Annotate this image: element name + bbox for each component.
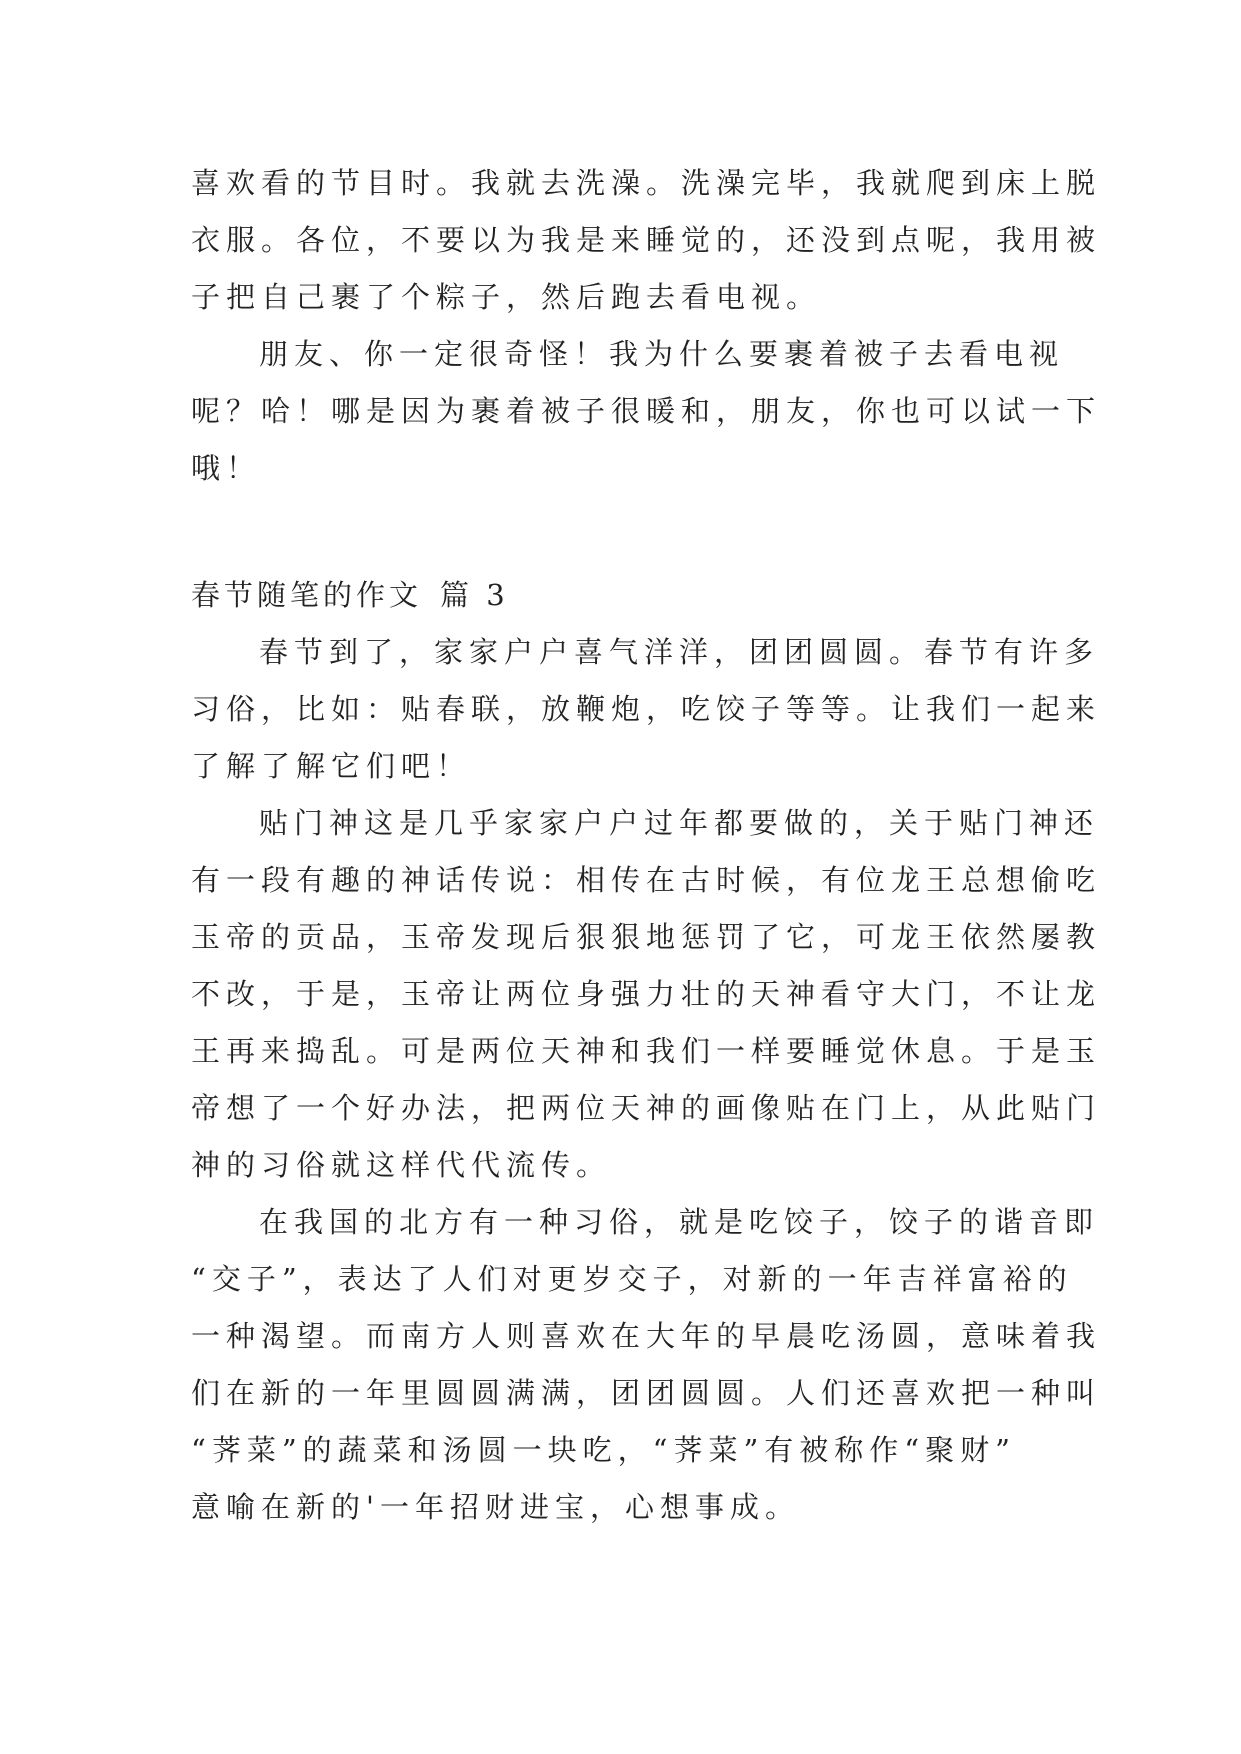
text-line: 一种渴望。而南方人则喜欢在大年的早晨吃汤圆，意味着我 (191, 1319, 1102, 1353)
text-line: 有一段有趣的神话传说：相传在古时候，有位龙王总想偷吃 (191, 863, 1102, 897)
section-text (191, 567, 1102, 1536)
text-line: 呢？哈！哪是因为裹着被子很暖和，朋友，你也可以试一下 (191, 394, 1102, 428)
text-line: 春节到了，家家户户喜气洋洋，团团圆圆。春节有许多 (259, 635, 1100, 669)
section-heading (191, 567, 1051, 624)
text-line: 王再来捣乱。可是两位天神和我们一样要睡觉休息。于是玉 (191, 1034, 1102, 1068)
text-line: 习俗，比如：贴春联，放鞭炮，吃饺子等等。让我们一起来 (191, 692, 1102, 726)
text-line: 子把自己裹了个粽子，然后跑去看电视。 (191, 280, 822, 314)
text-line: 喜欢看的节目时。我就去洗澡。洗澡完毕，我就爬到床上脱 (191, 166, 1102, 200)
paragraph (191, 155, 1102, 326)
previous-section-text (191, 155, 1102, 497)
paragraph (191, 1194, 1102, 1536)
text-line: “荠菜”的蔬菜和汤圆一块吃，“荠菜”有被称作“聚财” (191, 1433, 1016, 1467)
section-title: 春节随笔的作文 (191, 578, 423, 612)
text-line: 神的习俗就这样代代流传。 (191, 1148, 612, 1182)
text-line: “交子”，表达了人们对更岁交子，对新的一年吉祥富裕的 (191, 1262, 1073, 1296)
text-line: 帝想了一个好办法，把两位天神的画像贴在门上，从此贴门 (191, 1091, 1102, 1125)
text-line: 朋友、你一定很奇怪！我为什么要裹着被子去看电视 (259, 337, 1065, 371)
paragraph (191, 624, 1102, 795)
section-part: 篇 3 (440, 578, 509, 612)
text-line: 玉帝的贡品，玉帝发现后狠狠地惩罚了它，可龙王依然屡教 (191, 920, 1102, 954)
paragraph (191, 326, 1102, 497)
text-line: 了解了解它们吧！ (191, 749, 472, 783)
text-line: 们在新的一年里圆圆满满，团团圆圆。人们还喜欢把一种叫 (191, 1376, 1102, 1410)
text-line: 不改，于是，玉帝让两位身强力壮的天神看守大门，不让龙 (191, 977, 1102, 1011)
text-line: 哦！ (191, 451, 262, 485)
paragraph (191, 795, 1102, 1194)
text-line: 意喻在新的'一年招财进宝，心想事成。 (191, 1490, 800, 1524)
text-line: 贴门神这是几乎家家户户过年都要做的，关于贴门神还 (259, 806, 1100, 840)
text-line: 衣服。各位，不要以为我是来睡觉的，还没到点呢，我用被 (191, 223, 1102, 257)
text-line: 在我国的北方有一种习俗，就是吃饺子，饺子的谐音即 (259, 1205, 1100, 1239)
